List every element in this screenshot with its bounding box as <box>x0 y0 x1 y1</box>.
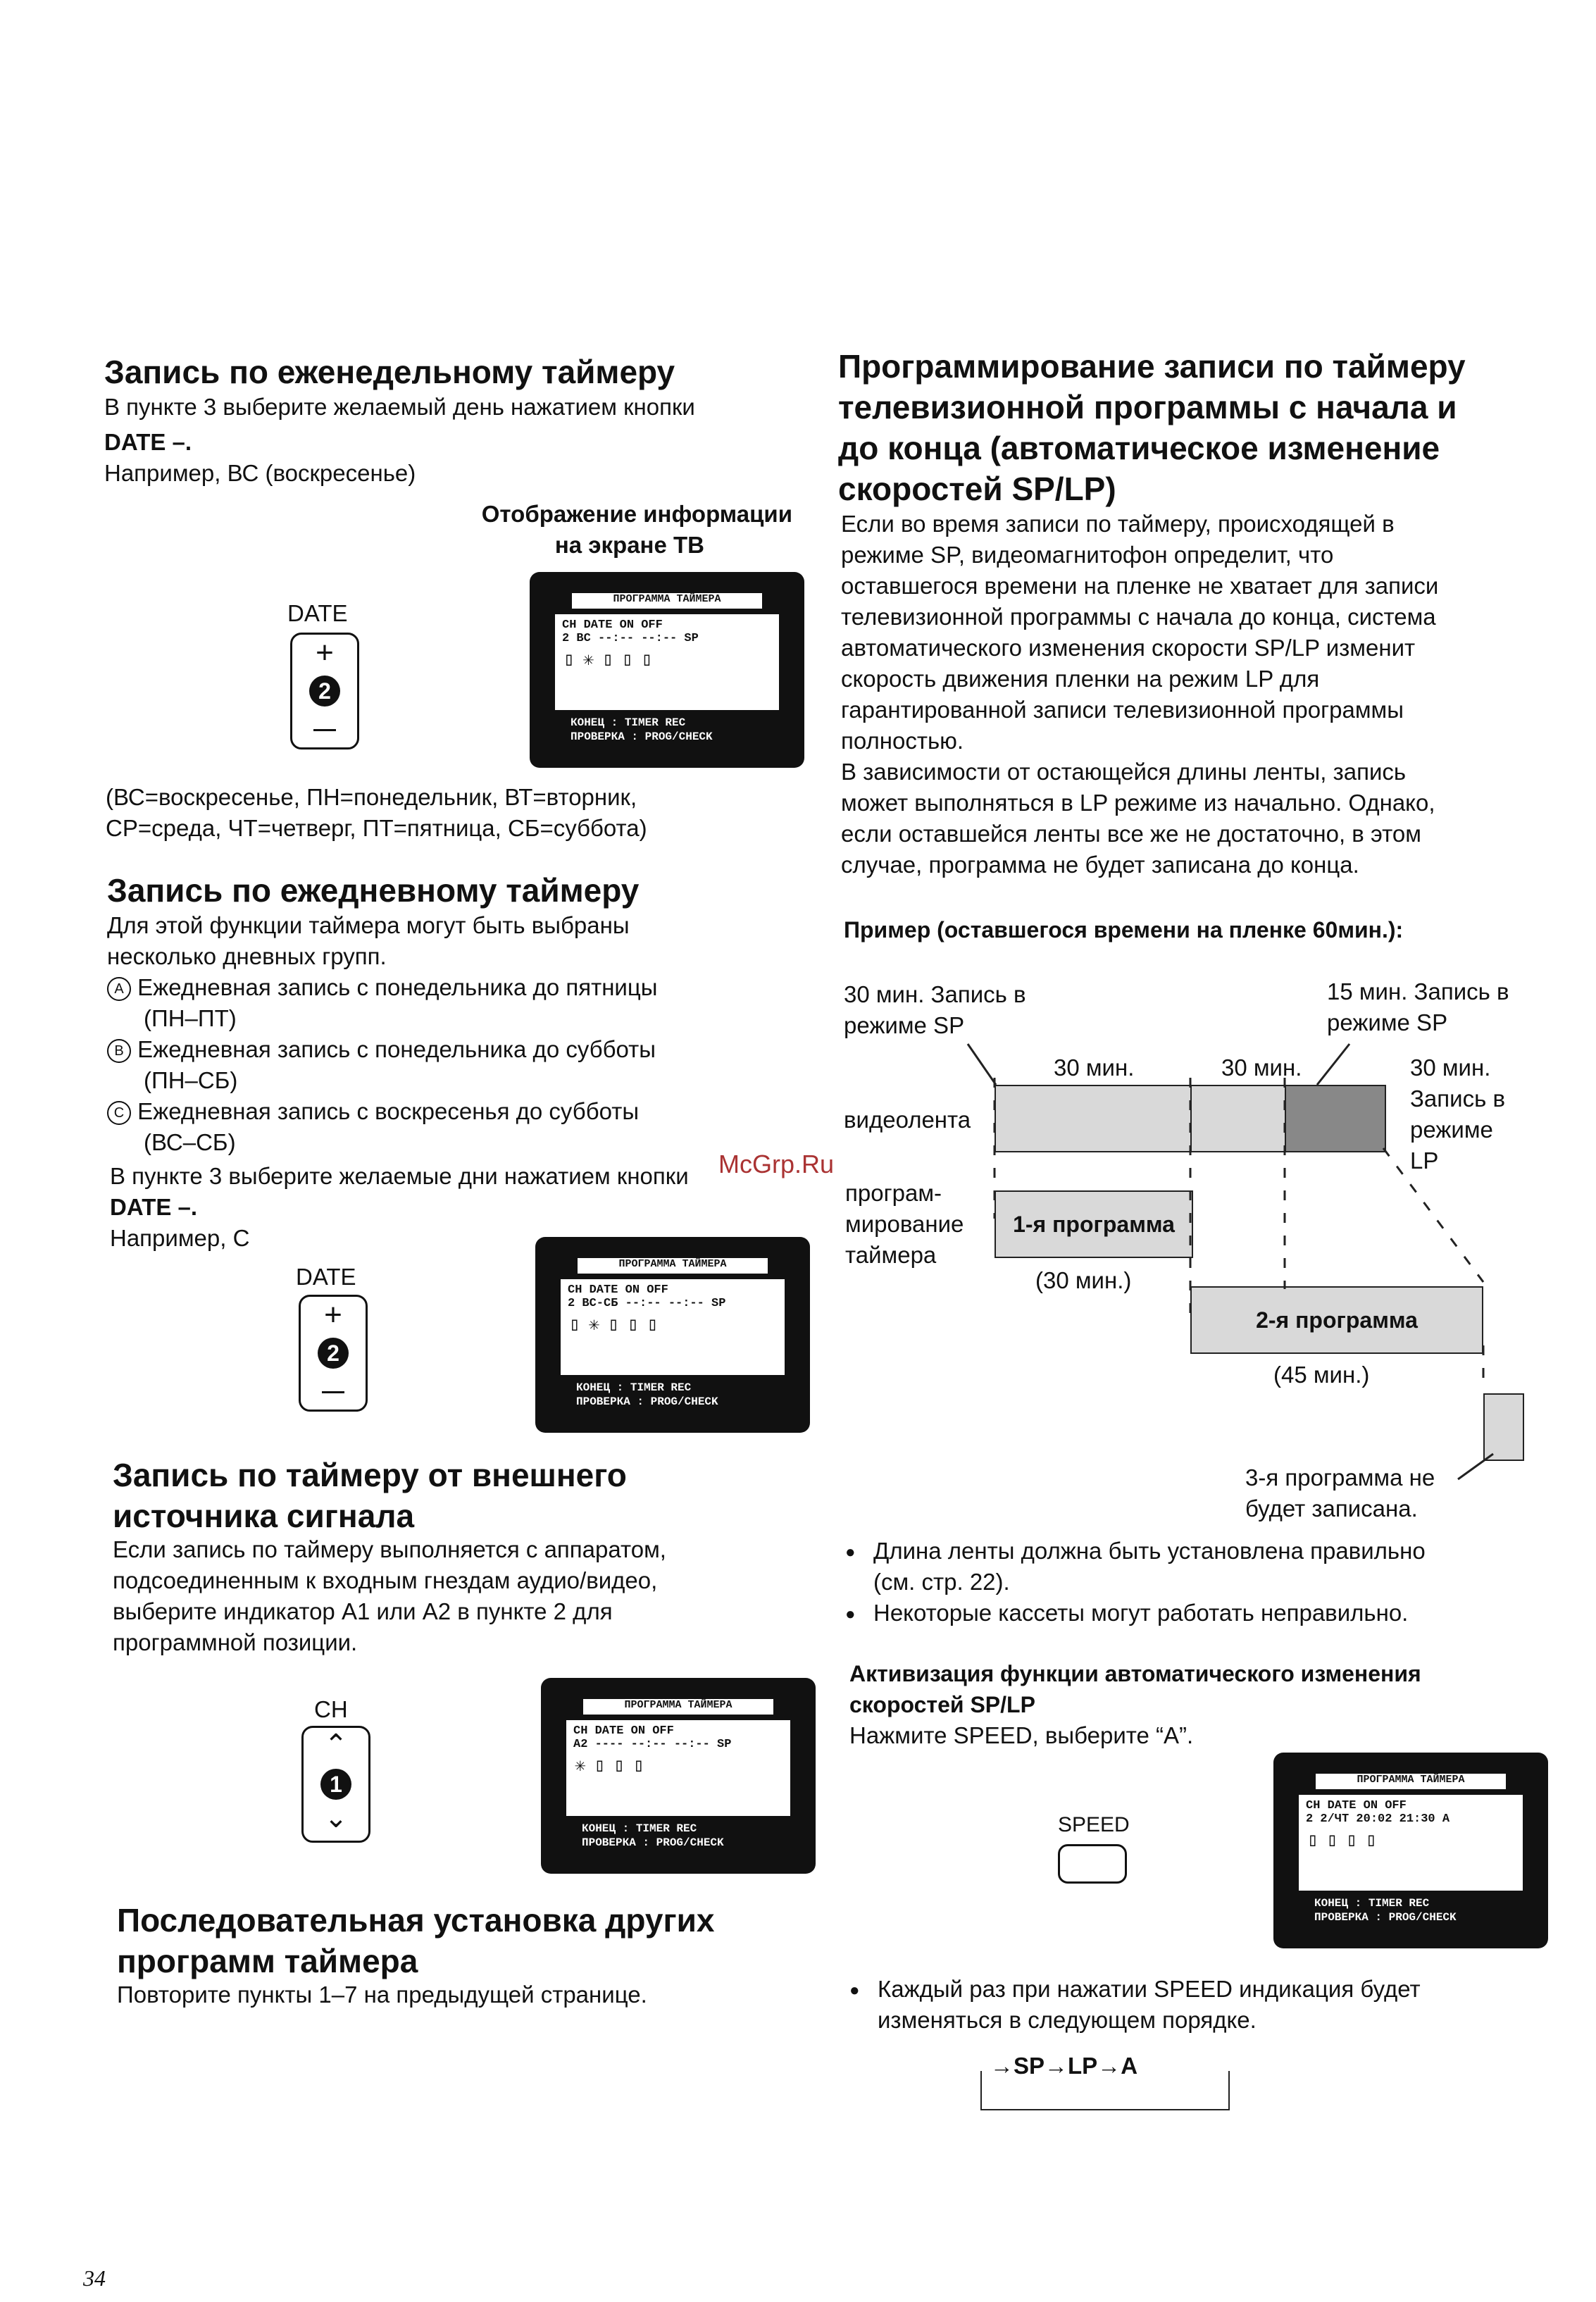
osd-footer-2: ПРОВЕРКА : PROG/CHECK <box>571 730 713 743</box>
osd-footer-1: КОНЕЦ : TIMER REC <box>582 1822 697 1835</box>
date-button-label: DATE <box>287 600 348 626</box>
weekly-text-2: DATE –. <box>104 429 192 455</box>
option-c-text: Ежедневная запись с воскресенья до субботы <box>137 1098 640 1124</box>
osd-footer-2: ПРОВЕРКА : PROG/CHECK <box>582 1836 724 1849</box>
osd-row: A2 ---- --:-- --:-- SP <box>573 1738 732 1751</box>
segment-3-label-c: режиме <box>1410 1116 1493 1143</box>
osd-buttons-icon: ✳▯▯▯ <box>575 1755 653 1777</box>
osd-footer-2: ПРОВЕРКА : PROG/CHECK <box>576 1395 718 1408</box>
osd-header: CH DATE ON OFF <box>562 618 663 632</box>
option-a-text: Ежедневная запись с понедельника до пятницы <box>137 974 658 1000</box>
osd-footer-1: КОНЕЦ : TIMER REC <box>576 1381 692 1394</box>
right-p1-line: полностью. <box>841 728 964 754</box>
sp-pointer <box>968 1044 996 1085</box>
right-p2-line: может выполняться в LP режиме из начально. Однако, <box>841 790 1435 816</box>
right-title-4: скоростей SP/LP) <box>838 471 1116 507</box>
tape-label: видеолента <box>844 1107 971 1133</box>
program-2-bar: 2-я программа <box>1190 1286 1483 1354</box>
daily-text-3: В пункте 3 выберите желаемые дни нажатием кнопки <box>110 1163 689 1189</box>
right-title-2: телевизионной программы с начала и <box>838 389 1457 425</box>
date-button-2[interactable] <box>299 1295 368 1412</box>
osd-buttons-icon: ▯✳▯▯▯ <box>569 1314 667 1336</box>
segment-3-label-a: 30 мин. <box>1410 1054 1491 1081</box>
right-p2-line: В зависимости от остающейся длины ленты, запись <box>841 759 1407 785</box>
option-b <box>107 1034 656 1065</box>
right-p1-line: Если во время записи по таймеру, происходящей в <box>841 511 1395 537</box>
circle-a-icon: A <box>107 977 131 1001</box>
osd-buttons-icon: ▯✳▯▯▯ <box>563 649 661 671</box>
option-c <box>107 1096 639 1127</box>
sequential-title-1: Последовательная установка других <box>117 1902 715 1939</box>
osd-footer-2: ПРОВЕРКА : PROG/CHECK <box>1314 1911 1457 1924</box>
osd-row: 2 ВС --:-- --:-- SP <box>562 632 699 645</box>
osd-caption-2: на экране ТВ <box>554 532 704 558</box>
external-title-2: источника сигнала <box>113 1498 415 1534</box>
watermark: McGrp.Ru <box>718 1150 835 1178</box>
segment-3-label-b: Запись в <box>1410 1085 1505 1112</box>
bullet-3 <box>878 1974 1421 2005</box>
osd-caption-1: Отображение информации <box>481 501 792 527</box>
option-c-range: (ВС–СБ) <box>144 1129 236 1155</box>
osd-footer-1: КОНЕЦ : TIMER REC <box>1314 1897 1430 1910</box>
sp-note-1: 30 мин. Запись в <box>844 981 1026 1007</box>
osd-title: ПРОГРАММА ТАЙМЕРА <box>572 593 762 609</box>
prog-label-1: програм- <box>845 1180 942 1206</box>
weekly-title: Запись по еженедельному таймеру <box>104 354 675 390</box>
bullet-2-text: Некоторые кассеты могут работать неправильно. <box>873 1600 1409 1626</box>
activate-title-2: скоростей SP/LP <box>849 1692 1035 1717</box>
activate-text: Нажмите SPEED, выберите “A”. <box>849 1722 1194 1748</box>
right-title-1: Программирование записи по таймеру <box>838 348 1466 385</box>
step-badge: 2 <box>318 1338 349 1369</box>
right-p1-line: скорость движения пленки на режим LP для <box>841 666 1320 692</box>
minus-icon[interactable] <box>322 1391 344 1393</box>
date-button-label-2: DATE <box>296 1264 356 1290</box>
minus-icon[interactable] <box>313 729 336 731</box>
right-p1-line: телевизионной программы с начала до конца, система <box>841 604 1436 630</box>
bullet-1-text: Длина ленты должна быть установлена правильно <box>873 1538 1426 1564</box>
osd-title: ПРОГРАММА ТАЙМЕРА <box>1316 1774 1506 1789</box>
program-1-bar: 1-я программа <box>995 1190 1193 1258</box>
prog3-pointer <box>1458 1454 1493 1479</box>
program-3-note-1: 3-я программа не <box>1245 1464 1435 1491</box>
plus-icon[interactable]: + <box>324 1298 342 1332</box>
right-paragraph-1 <box>841 509 1438 881</box>
page-number: 34 <box>83 2265 106 2291</box>
osd-header: CH DATE ON OFF <box>1306 1799 1407 1812</box>
osd-header: CH DATE ON OFF <box>573 1724 674 1738</box>
right-p1-line: оставшегося времени на пленке не хватает для записи <box>841 573 1439 599</box>
chevron-up-icon[interactable]: ⌃ <box>324 1729 348 1760</box>
prog-label-3: таймера <box>845 1242 937 1268</box>
activate-title-1: Активизация функции автоматического изменения <box>849 1661 1421 1686</box>
daily-text-1: Для этой функции таймера могут быть выбраны <box>107 912 630 938</box>
lp-pointer <box>1317 1044 1349 1085</box>
program-3-note-2: будет записана. <box>1245 1495 1418 1522</box>
speed-button-label: SPEED <box>1058 1813 1130 1836</box>
right-p2-line: если оставшейся ленты все же не достаточно, в этом <box>841 821 1421 847</box>
speed-button[interactable] <box>1058 1844 1127 1884</box>
lp-note-1: 15 мин. Запись в <box>1327 978 1509 1004</box>
prog-label-2: мирование <box>845 1211 964 1237</box>
circle-c-icon: C <box>107 1101 131 1125</box>
sequential-title-2: программ таймера <box>117 1943 418 1979</box>
osd-row: 2 2/ЧТ 20:02 21:30 A <box>1306 1812 1450 1826</box>
program-2-duration: (45 мин.) <box>1273 1362 1370 1388</box>
program-1-duration: (30 мин.) <box>1035 1267 1132 1293</box>
right-p2-line: случае, программа не будет записана до конца. <box>841 852 1359 878</box>
osd-body <box>561 1279 785 1375</box>
right-p1-line: автоматического изменения скорости SP/LP изменит <box>841 635 1416 661</box>
step-badge: 2 <box>309 676 340 707</box>
osd-body <box>566 1720 790 1816</box>
daily-text-5: Например, C <box>110 1225 250 1251</box>
osd-header: CH DATE ON OFF <box>568 1283 668 1297</box>
day-legend-2: СР=среда, ЧТ=четверг, ПТ=пятница, СБ=суббота) <box>106 815 647 841</box>
external-text-3: выберите индикатор A1 или A2 в пункте 2 для <box>113 1598 613 1624</box>
daily-title: Запись по ежедневному таймеру <box>107 872 640 909</box>
weekly-text-3: Например, ВС (воскресенье) <box>104 460 416 486</box>
tv-screen-speed <box>1273 1753 1548 1948</box>
external-text-1: Если запись по таймеру выполняется с аппаратом, <box>113 1536 666 1562</box>
ch-button-label: CH <box>314 1696 348 1722</box>
osd-title: ПРОГРАММА ТАЙМЕРА <box>578 1258 768 1274</box>
tv-screen-external <box>541 1678 816 1874</box>
speed-cycle <box>980 2053 1230 2110</box>
osd-body <box>1299 1795 1523 1891</box>
sequential-text-1: Повторите пункты 1–7 на предыдущей странице. <box>117 1981 647 2008</box>
bullet-1 <box>873 1536 1426 1567</box>
segment-2-label: 30 мин. <box>1221 1054 1302 1081</box>
tv-screen-weekly <box>530 572 804 768</box>
bullet-3-text: Каждый раз при нажатии SPEED индикация будет <box>878 1976 1421 2002</box>
option-a <box>107 972 657 1003</box>
segment-1-label: 30 мин. <box>1054 1054 1135 1081</box>
chevron-down-icon[interactable]: ⌄ <box>324 1803 348 1834</box>
tv-screen-daily <box>535 1237 810 1433</box>
daily-text-4: DATE –. <box>110 1194 198 1220</box>
bullet-3-cont: изменяться в следующем порядке. <box>878 2007 1257 2033</box>
daily-text-2: несколько дневных групп. <box>107 943 387 969</box>
external-text-2: подсоединенным к входным гнездам аудио/видео, <box>113 1567 658 1593</box>
option-a-range: (ПН–ПТ) <box>144 1005 237 1031</box>
option-b-range: (ПН–СБ) <box>144 1067 238 1093</box>
osd-title: ПРОГРАММА ТАЙМЕРА <box>583 1699 773 1715</box>
date-button[interactable] <box>290 633 359 749</box>
lp-note-2: режиме SP <box>1327 1009 1448 1035</box>
osd-body <box>555 614 779 710</box>
weekly-text-1: В пункте 3 выберите желаемый день нажатием кнопки <box>104 394 695 420</box>
osd-buttons-icon: ▯▯▯▯ <box>1307 1830 1385 1851</box>
right-p1-line: гарантированной записи телевизионной программы <box>841 697 1404 723</box>
external-text-4: программной позиции. <box>113 1629 358 1655</box>
day-legend-1: (ВС=воскресенье, ПН=понедельник, ВТ=вторник, <box>106 784 637 810</box>
bullet-2 <box>873 1598 1408 1629</box>
osd-row: 2 ВС-СБ --:-- --:-- SP <box>568 1297 726 1310</box>
osd-footer-1: КОНЕЦ : TIMER REC <box>571 716 686 729</box>
segment-3-label-d: LP <box>1410 1147 1439 1174</box>
speed-cycle-text: →SP→LP→A <box>986 2053 1142 2079</box>
sp-note-2: режиме SP <box>844 1012 965 1038</box>
option-b-text: Ежедневная запись с понедельника до субботы <box>137 1036 656 1062</box>
bullet-1-cont: (см. стр. 22). <box>873 1569 1010 1595</box>
plus-icon[interactable]: + <box>316 635 334 670</box>
circle-b-icon: B <box>107 1039 131 1063</box>
diagram-lines <box>831 1035 1535 1514</box>
step-badge: 1 <box>320 1769 351 1800</box>
right-p1-line: режиме SP, видеомагнитофон определит, что <box>841 542 1334 568</box>
right-title-3: до конца (автоматическое изменение <box>838 430 1440 466</box>
example-title: Пример (оставшегося времени на пленке 60мин.): <box>844 917 1404 942</box>
ch-button[interactable] <box>301 1726 370 1843</box>
external-title-1: Запись по таймеру от внешнего <box>113 1457 627 1493</box>
divider-lp <box>1383 1148 1483 1282</box>
